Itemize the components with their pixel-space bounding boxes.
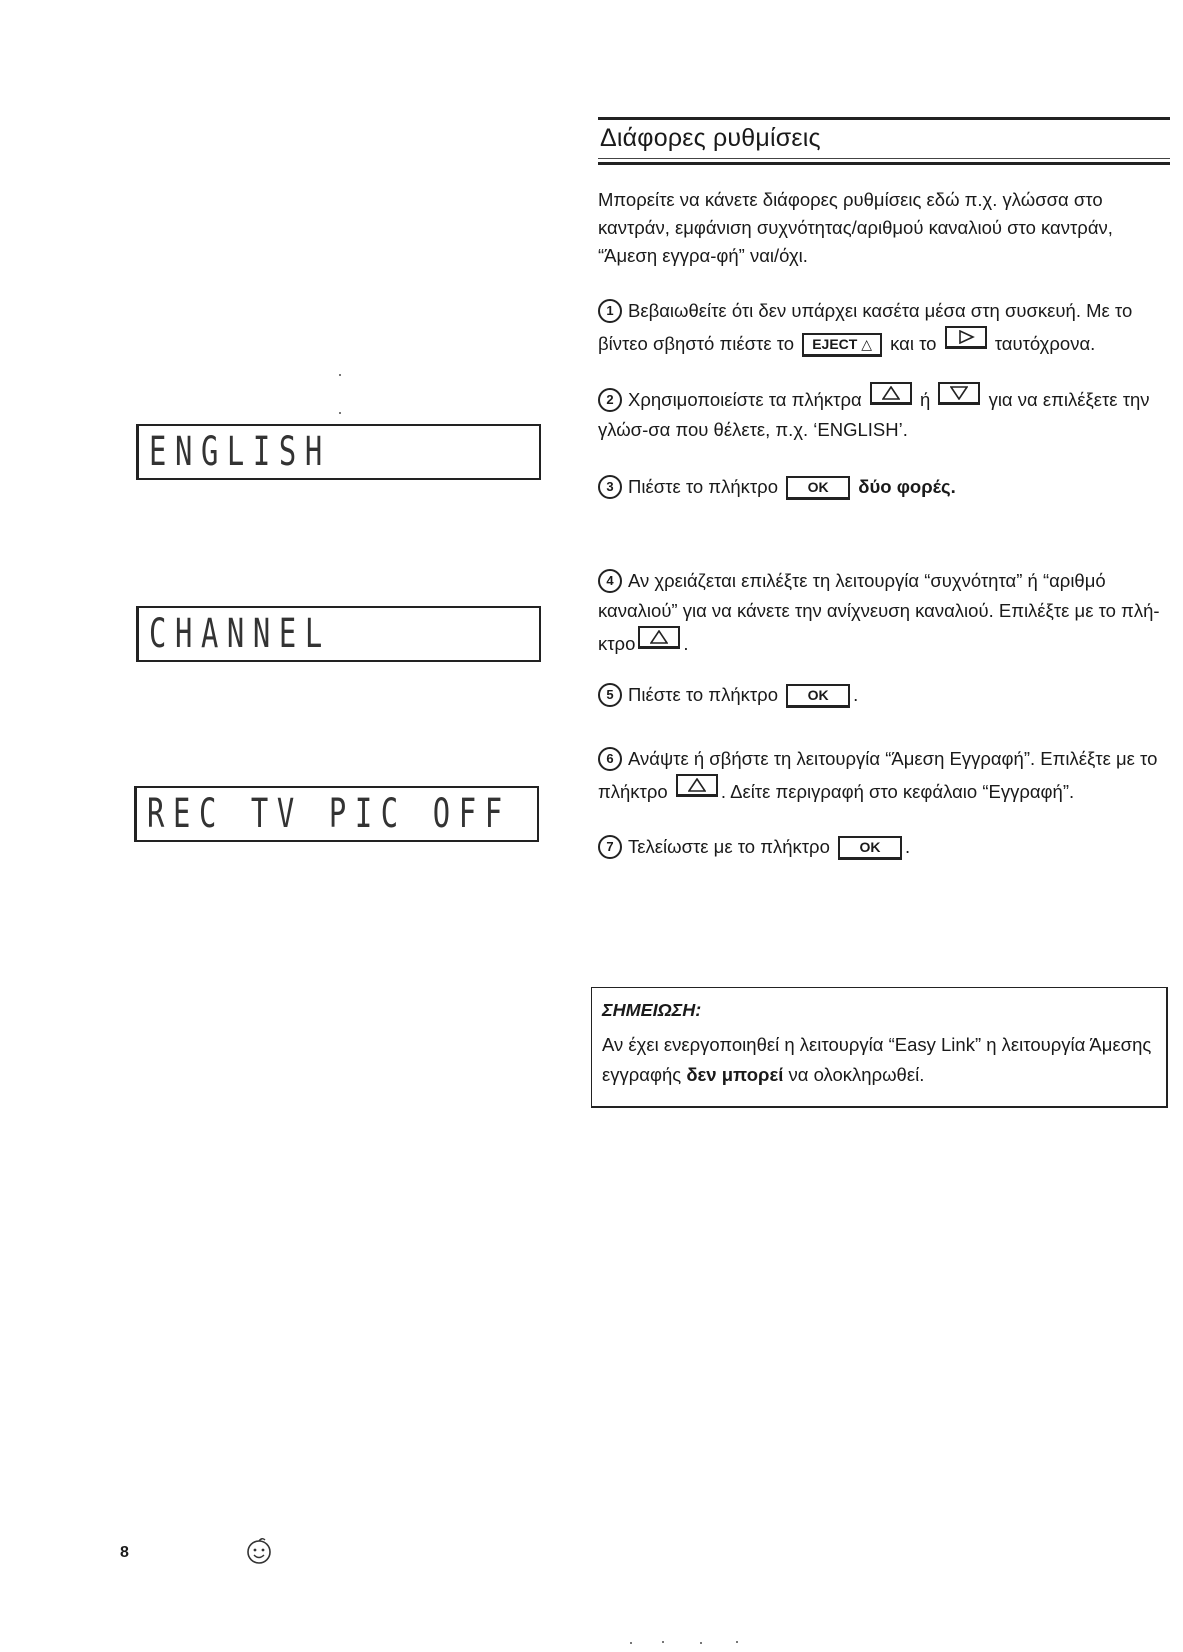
- lcd-display-channel: [136, 606, 541, 662]
- note-box: [591, 987, 1168, 1108]
- smiley-face-icon: [244, 1536, 274, 1571]
- step-text: Τελείωστε με το πλήκτρο: [628, 836, 830, 857]
- note-text-bold: δεν μπορεί: [686, 1064, 784, 1085]
- step-text: για να επιλέξετε την γλώσ-σα που θέλετε, π.χ. ‘ENGLISH’.: [598, 389, 1150, 440]
- scan-speck: [339, 374, 341, 376]
- step-number: 2: [598, 388, 622, 412]
- lcd-text: CHANNEL: [149, 611, 331, 657]
- step-2: [598, 382, 1170, 445]
- step-text: Χρησιμοποιείστε τα πλήκτρα: [628, 389, 862, 410]
- note-text: Αν έχει ενεργοποιηθεί η λειτουργία “Easy Link” η λειτουργία Άμεσης εγγραφής: [602, 1034, 1152, 1085]
- ok-key: OK: [786, 684, 850, 708]
- scan-speck: [630, 1642, 632, 1644]
- ok-key: OK: [786, 476, 850, 500]
- step-text: ταυτόχρονα.: [994, 333, 1096, 354]
- step-number: 1: [598, 299, 622, 323]
- step-7: [598, 832, 1170, 862]
- step-text: Ανάψτε ή σβήστε τη λειτουργία “Άμεση Εγγραφή”. Επιλέξτε με το πλήκτρο: [598, 748, 1158, 802]
- note-body: [602, 1030, 1160, 1090]
- title-rule-bottom-1: [598, 158, 1170, 159]
- up-key-icon: [638, 626, 680, 649]
- step-text: Πιέστε το πλήκτρο: [628, 684, 778, 705]
- step-text: .: [905, 836, 911, 857]
- intro-paragraph: Μπορείτε να κάνετε διάφορες ρυθμίσεις εδώ π.χ. γλώσσα στο καντράν, εμφάνιση συχνότητας/αριθμού καναλιού στο καντράν, “Άμεση εγγρα-φή” ναι/όχι.: [598, 189, 1113, 266]
- lcd-text: ENGLISH: [149, 429, 331, 475]
- step-text: . Δείτε περιγραφή στο κεφάλαιο “Εγγραφή”.: [720, 781, 1075, 802]
- eject-key: EJECT △: [802, 333, 882, 357]
- step-text: Βεβαιωθείτε ότι δεν υπάρχει κασέτα μέσα στη συσκευή. Με το βίντεο σβηστό πιέστε το: [598, 300, 1133, 354]
- step-number: 6: [598, 747, 622, 771]
- step-number: 4: [598, 569, 622, 593]
- title-rule-top: [598, 117, 1170, 120]
- lcd-text: REC TV PIC OFF: [147, 791, 511, 837]
- step-text: Αν χρειάζεται επιλέξτε τη λειτουργία “συχνότητα” ή “αριθμό καναλιού” για να κάνετε την ανίχνευση καναλιού. Επιλέξτε με το πλή-κτρο: [598, 570, 1160, 654]
- step-number: 3: [598, 475, 622, 499]
- step-text: ή: [919, 389, 931, 410]
- step-1: [598, 296, 1170, 359]
- note-text: να ολοκληρωθεί.: [788, 1064, 925, 1085]
- scan-speck: [662, 1641, 664, 1643]
- up-key-icon: [870, 382, 912, 405]
- up-key-icon: [676, 774, 718, 797]
- step-5: [598, 680, 1170, 710]
- lcd-display-rec: [134, 786, 539, 842]
- scan-speck: [700, 1642, 702, 1644]
- scan-speck: [339, 412, 341, 414]
- play-key-icon: [945, 326, 987, 349]
- step-text: .: [853, 684, 859, 705]
- step-text: Πιέστε το πλήκτρο: [628, 476, 778, 497]
- page-title: Διάφορες ρυθμίσεις: [600, 124, 821, 152]
- note-title: ΣΗΜΕΙΩΣΗ:: [602, 1000, 702, 1020]
- step-number: 7: [598, 835, 622, 859]
- step-6: [598, 744, 1170, 807]
- scan-speck: [736, 1641, 738, 1643]
- down-key-icon: [938, 382, 980, 405]
- title-rule-bottom-2: [598, 162, 1170, 165]
- step-number: 5: [598, 683, 622, 707]
- step-text: .: [683, 633, 689, 654]
- step-text-bold: δύο φορές.: [858, 476, 956, 497]
- step-3: [598, 472, 1170, 502]
- page-number: 8: [120, 1544, 129, 1561]
- lcd-display-english: [136, 424, 541, 480]
- ok-key: OK: [838, 836, 902, 860]
- step-4: [598, 566, 1170, 659]
- step-text: και το: [890, 333, 937, 354]
